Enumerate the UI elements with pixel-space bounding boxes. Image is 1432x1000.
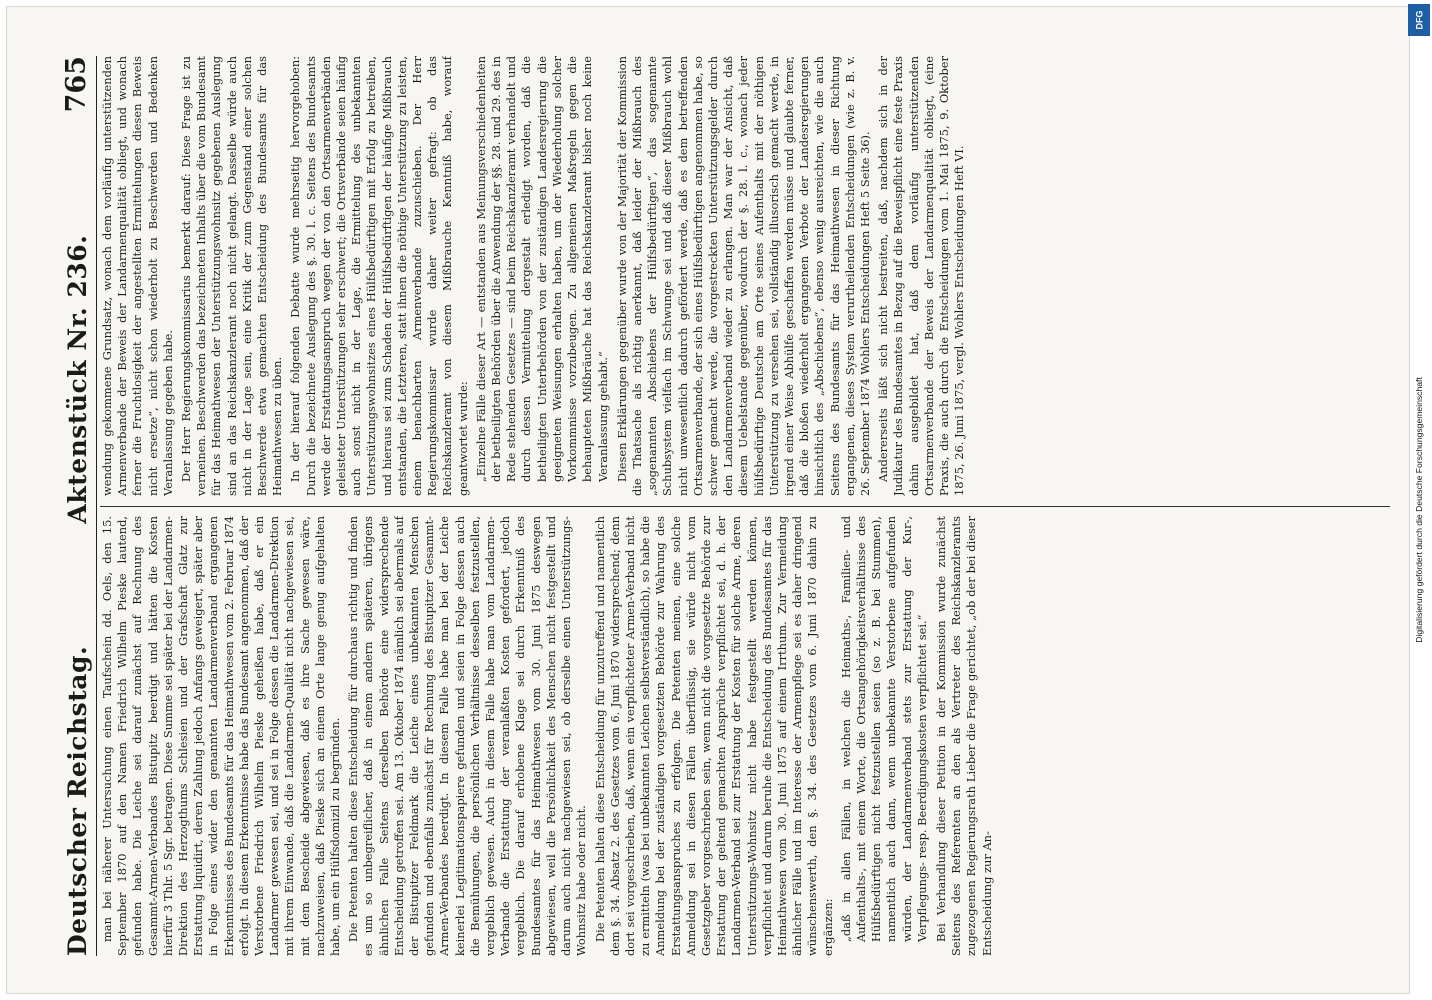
scanned-page-background — [6, 6, 1410, 994]
column-divider — [100, 506, 1390, 507]
page-number: 765 — [61, 56, 92, 113]
header-document-number: Aktenstück Nr. 236. — [63, 234, 92, 524]
right-text-column — [100, 56, 1390, 496]
dfg-logo — [1408, 4, 1430, 36]
dfg-logo-text: DFG — [1414, 10, 1424, 30]
paragraph: Diesen Erklärungen gegenüber wurde von der Majorität der Kommission die Thatsache als richtig anerkannt, daß leider der Mißbrauch des „sogenannten Abschiebens der Hülfsbedürftigen“, das sogenannte Schubsystem vielfach im Schwunge sei und daß dieser Mißbrauch wohl nicht unwesentlich dadurch gefördert werde, daß es dem betreffenden Ortsarmenverbande, der sich eines Hülfsbedürftigen angenommen habe, so schwer gemacht werde, die vorgestreckten Unterstützungsgelder durch den Landarmenverband wieder zu erlangen. Man war der Ansicht, daß diesem Uebelstande gegenüber, wodurch der §. 28. l. c., wonach jeder hülfsbedürftige Deutsche am Orte seines Aufenthalts mit der nöthigen Unterstützung zu versehen sei, vollständig illusorisch gemacht werde, in irgend einer Weise Abhülfe geschaffen werden müsse und glaubte ferner, daß die bloßen wiederholt ergangenen Verbote der Landesregierungen hinsichtlich des „Abschiebens“, ebenso wenig ausreichten, wie die auch Seitens des Bundesamts für das Heimathwesen in dieser Richtung ergangenen, dieses System verurtheilenden Entscheidungen (wie z. B. v. 26. September 1874 Wohlers Entscheidungen Heft 5 Seite 36). — [614, 56, 872, 496]
page-header — [52, 56, 97, 956]
quoted-statement: „Einzelne Fälle dieser Art — entstanden aus Meinungsverschiedenheiten der betheiligten Behörden über die Anwendung der §§. 28. und 29. des in Rede stehenden Gesetzes — sind beim Reichskanzleramt verhandelt und durch dessen Vermittelung dergestalt erledigt worden, daß die betheiligten Unterbehörden von der zuständigen Landesregierung die geeigneten Weisungen erhalten haben, um der Wiederholung solcher Vorkommnisse vorzubeugen. Zu allgemeinen Maßregeln gegen die behaupteten Mißbräuche hat das Reichskanzleramt bisher noch keine Veranlassung gehabt.“ — [473, 56, 610, 482]
paragraph: Die Petenten halten diese Entscheidung für durchaus richtig und finden es um so unbegreiflicher, daß in einem andern späteren, übrigens ähnlichen Falle Seitens derselben Behörde eine widersprechende Entscheidung getroffen sei. Am 13. Oktober 1874 nämlich sei abermals auf der Bistupitzer Feldmark die Leiche eines unbekannten Menschen gefunden und ebenfalls zunächst für Rechnung des Bistupitzer Gesammt-Armen-Verbandes beerdigt. In diesem Falle habe man bei der Leiche keinerlei Legitimationspapiere gefunden und seien in Folge dessen auch die Bemühungen, die persönlichen Verhältnisse desselben festzustellen, vergeblich gewesen. Auch in diesem Falle habe man vom Landarmen-Verbande die Erstattung der veranlaßten Kosten gefordert, jedoch vergeblich. Die darauf erhobene Klage sei durch Erkenntniß des Bundesamtes für das Heimathwesen vom 30. Juni 1875 deswegen abgewiesen, weil die Persönlichkeit des Menschen nicht festgestellt und darum auch nicht nachgewiesen sei, ob derselbe einen Unterstützungs-Wohnsitz habe oder nicht. — [346, 516, 589, 956]
digitization-credit-text: Digitalisierung gefördert durch die Deutsche Forschungsgemeinschaft — [1414, 377, 1424, 643]
paragraph: man bei näherer Untersuchung einen Taufschein dd. Oels, den 15. September 1870 auf den Namen Friedrich Wilhelm Pieske lautend, gefunden habe. Die Leiche sei darauf zunächst auf Rechnung des Gesammt-Armen-Verbandes Bistupitz beerdigt und hätten die Kosten hierfür 3 Thlr. 5 Sgr. betragen. Diese Summe sei später bei der Landarmen-Direktion des Herzogthums Schlesien und der Grafschaft Glatz zur Erstattung liquidirt, deren Zahlung jedoch Anfangs geweigert, später aber in Folge eines wider den genannten Landarmenverband ergangenen Erkenntnisses des Bundesamts für das Heimathwesen vom 2. Februar 1874 erfolgt. In diesem Erkenntnisse habe das Bundesamt angenommen, daß der Verstorbene Friedrich Wilhelm Pieske geheißen habe, daß er ein Landarmer gewesen sei, und sei in Folge dessen die Landarmen-Direktion mit ihrem Einwande, daß die Landarmen-Qualität nicht nachgewiesen sei, mit dem Bescheide abgewiesen, daß es ihre Sache gewesen wäre, nachzuweisen, daß Pieske sich an einem Orte lange genug aufgehalten habe, um ein Hülfsdomizil zu begründen. — [100, 516, 343, 956]
paragraph: Der Herr Regierungskommissarius bemerkt darauf: Diese Frage ist zu verneinen. Beschwerden das bezeichneten Inhalts über die vom Bundesamt für das Heimathwesen der Unterstützungswohnsitz gegebenen Auslegung sind an das Reichskanzleramt noch nicht gelangt. Dasselbe würde auch nicht in der Lage sein, eine Kritik der zum Gegenstand einer solchen Beschwerde etwa gemachten Entscheidung des Bundesamts für das Heimathwesen zu üben. — [179, 56, 285, 496]
quoted-proposal: „daß in allen Fällen, in welchen die Heimaths-, Familien- und Aufenthalts-, mit einem Worte, die Ortsangehörigkeitsverhältnisse des Hülfsbedürftigen nicht festzustellen seien (so z. B. bei Stummen), namentlich auch dann, wenn unbekannte Verstorbene aufgefunden würden, der Landarmenverband stets zur Erstattung der Kur-, Verpflegungs- resp. Beerdigungskosten verpflichtet sei.“ — [838, 516, 929, 942]
digitization-credit — [1410, 210, 1428, 810]
paragraph: In der hierauf folgenden Debatte wurde mehrseitig hervorgehoben: Durch die bezeichnete Auslegung des §. 30. l. c. Seitens des Bundesamts werde der Erstattungsanspruch wegen der von den Ortsarmenverbänden geleisteter Unterstützungen sehr erschwert; die Ortsverbände seien häufig auch sonst nicht in der Lage, die Ermittelung des unbekannten Unterstützungswohnsitzes eines Hülfsbedürftigen mit Erfolg zu betreiben, und hieraus sei zum Schaden der Hülfsbedürftigen der häufige Mißbrauch entstanden, die Letzteren, statt ihnen die nöthige Unterstützung zu leisten, einem benachbarten Armenverbande zuzuschieben. Der Herr Regierungskommissar wurde daher weiter gefragt: ob das Reichskanzleramt von diesem Mißbrauche Kenntniß habe, worauf geantwortet wurde: — [288, 56, 470, 496]
paragraph: Bei Verhandlung dieser Petition in der Kommission wurde zunächst Seitens des Referenten an den als Vertreter des Reichskanzleramts zugezogenen Regierungsrath Lieber die Frage gerichtet, „ob der bei dieser Entscheidung zur An- — [933, 516, 994, 956]
header-publication-title: Deutscher Reichstag. — [63, 645, 92, 956]
paragraph: wendung gekommene Grundsatz, wonach dem vorläufig unterstützenden Armenverbande der Beweis der Landarmenqualität obliegt, und wonach ferner die Fruchtlosigkeit der angestellten Ermittelungen diesen Beweis nicht ersetze“, nicht schon wiederholt zu Beschwerden und Bedenken Veranlassung gegeben habe. — [100, 56, 175, 496]
paragraph: Andererseits läßt sich nicht bestreiten, daß, nachdem sich in der Judikatur des Bundesamtes in Bezug auf die Beweispflicht eine feste Praxis dahin ausgebildet hat, daß dem vorläufig unterstützenden Ortsarmenverbande der Beweis der Landarmenqualität obliegt, (eine Praxis, die auch durch die Entscheidungen vom 1. Mai 1875, 9. Oktober 1875, 26. Juni 1875, vergl. Wohlers Entscheidungen Heft VI. — [876, 56, 967, 496]
paragraph: Die Petenten halten diese Entscheidung für unzutreffend und namentlich dem §. 34. Absatz 2. des Gesetzes vom 6. Juni 1870 widersprechend; denn dort sei vorgeschrieben, daß, wenn ein verpflichteter Armen-Verband nicht zu ermitteln (was bei unbekannten Leichen selbstverständlich), so habe die Anmeldung bei der zuständigen vorgesetzten Behörde zur Wahrung des Erstattungsanspruches zu erfolgen. Die Petenten meinen, eine solche Anmeldung sei in diesen Fällen überflüssig, sie würde nicht vom Gesetzgeber vorgeschrieben sein, wenn nicht die vorgesetzte Behörde zur Erstattung der geltend gemachten Ansprüche verpflichtet sei, d. h. der Landarmen-Verband sei zur Erstattung der Kosten für solche Arme, deren Unterstützungs-Wohnsitz nicht habe festgestellt werden können, verpflichtet und darum beruhe die Entscheidung des Bundesamtes für das Heimathwesen vom 30. Juni 1875 auf einem Irrthum. Zur Vermeidung ähnlicher Fälle und im Interesse der Armenpflege sei es daher dringend wünschenswerth, den §. 34. des Gesetzes vom 6. Juni 1870 dahin zu ergänzen: — [592, 516, 835, 956]
left-text-column — [100, 516, 1390, 956]
rotated-document-page — [42, 36, 1402, 976]
